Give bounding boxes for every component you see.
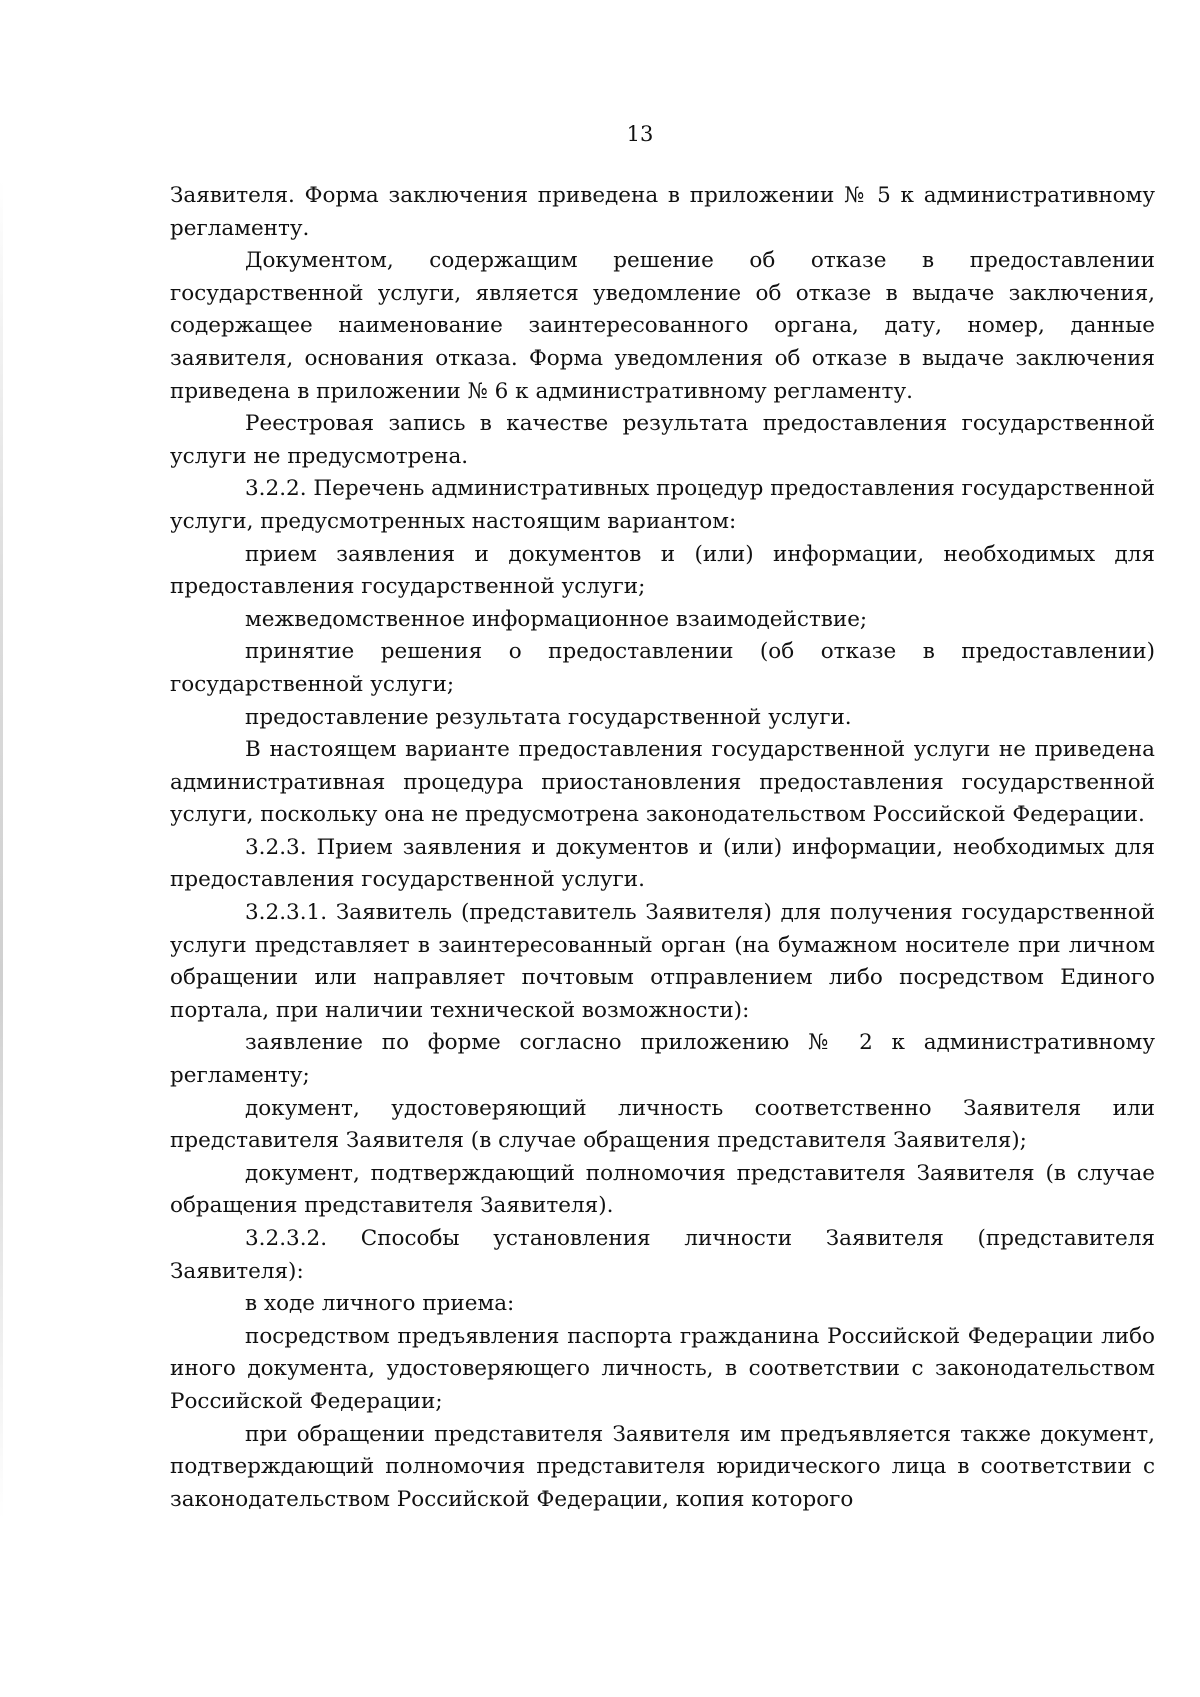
paragraph-3-2-3: 3.2.3. Прием заявления и документов и (или) информации, необходимых для предоставления государственной услуги. bbox=[170, 834, 1155, 893]
list-item-procedure: предоставление результата государственной услуги. bbox=[245, 704, 852, 730]
paragraph-passport: посредством предъявления паспорта гражданина Российской Федерации либо иного документа, удостоверяющего личность, в соответствии с законодательством Российской Федерации; bbox=[170, 1323, 1155, 1414]
list-item-document: документ, подтверждающий полномочия представителя Заявителя (в случае обращения представителя Заявителя). bbox=[170, 1160, 1155, 1219]
page-number: 13 bbox=[626, 122, 654, 146]
paragraph-3-2-3-1: 3.2.3.1. Заявитель (представитель Заявителя) для получения государственной услуги представляет в заинтересованный орган (на бумажном носителе при личном обращении или направляет почтовым отправлением либо посредством Единого портала, при наличии технической возможности): bbox=[170, 900, 1155, 1023]
paragraph-representative: при обращении представителя Заявителя им предъявляется также документ, подтверждающий полномочия представителя юридического лица в соответствии с законодательством Российской Федерации, копия которого bbox=[170, 1421, 1155, 1512]
list-item-document: заявление по форме согласно приложению № 2 к административному регламенту; bbox=[170, 1030, 1155, 1089]
paragraph-refusal-document: Документом, содержащим решение об отказе в предоставлении государственной услуги, является уведомление об отказе в выдаче заключения, содержащее наименование заинтересованного органа, дату, номер, данные заявителя, основания отказа. Форма уведомления об отказе в выдаче заключения приведена в приложении № 6 к административному регламенту. bbox=[170, 248, 1155, 404]
paragraph-registry-record: Реестровая запись в качестве результата предоставления государственной услуги не предусмотрена. bbox=[170, 411, 1155, 469]
paragraph-3-2-2: 3.2.2. Перечень административных процедур предоставления государственной услуги, предусмотренных настоящим вариантом: bbox=[170, 476, 1155, 534]
list-item-procedure: межведомственное информационное взаимодействие; bbox=[245, 606, 868, 632]
list-item-procedure: принятие решения о предоставлении (об отказе в предоставлении) государственной услуги; bbox=[170, 639, 1155, 697]
paragraph-3-2-3-2: 3.2.3.2. Способы установления личности Заявителя (представителя Заявителя): bbox=[170, 1226, 1155, 1284]
scan-edge-shadow bbox=[0, 180, 3, 1520]
paragraph-continuation: Заявителя. Форма заключения приведена в приложении № 5 к административному регламенту. bbox=[170, 183, 1155, 241]
paragraph-personal-reception: в ходе личного приема: bbox=[245, 1291, 515, 1317]
list-item-procedure: прием заявления и документов и (или) информации, необходимых для предоставления государственной услуги; bbox=[170, 541, 1155, 600]
paragraph-no-suspension: В настоящем варианте предоставления государственной услуги не приведена административная процедура приостановления предоставления государственной услуги, поскольку она не предусмотрена законодательством Российской Федерации. bbox=[170, 737, 1155, 828]
document-body bbox=[170, 180, 1155, 1516]
list-item-document: документ, удостоверяющий личность соответственно Заявителя или представителя Заявителя (в случае обращения представителя Заявителя); bbox=[170, 1095, 1155, 1154]
